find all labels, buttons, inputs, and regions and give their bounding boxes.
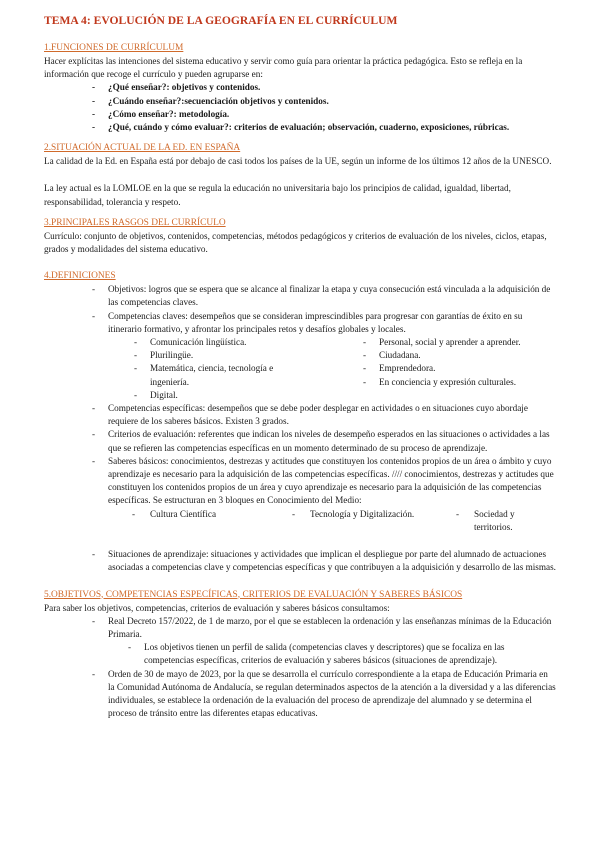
list-item: - ¿Qué enseñar?: objetivos y contenidos. [44, 81, 556, 94]
list-item [44, 310, 556, 402]
list-item: - Ciudadana. [361, 349, 556, 362]
section-5-heading: 5.OBJETIVOS, COMPETENCIAS ESPECÍFICAS, CRITERIOS DE EVALUACIÓN Y SABERES BÁSICOS [44, 589, 463, 600]
page-title: TEMA 4: EVOLUCIÓN DE LA GEOGRAFÍA EN EL CURRÍCULUM [44, 14, 398, 27]
list-item [44, 615, 556, 668]
saberes-text: Saberes básicos: conocimientos, destrezas y actitudes que constituyen los contenidos propios de un área o ámbito y cuyo aprendizaje es necesario para la adquisición de las competencias específicas. //// conocimientos, destrezas y actitudes que constituyen los contenidos propios de un área y cuyo aprendizaje es necesario para la adquisición de las competencias específicas. Se estructuran en 3 bloques en Conocimiento del Medio: [108, 455, 554, 506]
section-1-intro: Hacer explícitas las intenciones del sistema educativo y servir como guía para orientar la práctica pedagógica. Esto se refleja en la información que recoge el currículo y pueden agruparse en: [44, 56, 523, 80]
section-2-paragraph-2: La ley actual es la LOMLOE en la que se regula la educación no universitaria bajo los principios de calidad, igualdad, libertad, responsabilidad, tolerancia y respeto. [44, 183, 511, 207]
list-item: - ¿Qué, cuándo y cómo evaluar?: criterios de evaluación; observación, cuaderno, exposiciones, rúbricas. [44, 121, 556, 134]
section-4-heading: 4.DEFINICIONES [44, 271, 116, 282]
real-decreto-sublist [108, 641, 556, 667]
list-item: - ¿Cuándo enseñar?:secuenciación objetivos y contenidos. [44, 95, 556, 108]
list-item: - Situaciones de aprendizaje: situaciones y actividades que implican el despliegue por parte del alumnado de actuaciones asociadas a competencias clave y competencias específicas y que contribuyen a la adquisición y desarrollo de las mismas. [44, 548, 556, 574]
list-item [44, 455, 556, 548]
list-item: - Cultura Científica [132, 508, 278, 534]
document-page [44, 14, 556, 720]
section-2-paragraph-1: La calidad de la Ed. en España está por debajo de casi todos los países de la UE, según un informe de los últimos 12 años de la UNESCO. [44, 156, 552, 167]
list-item: - Plurilingüe. [132, 349, 327, 362]
list-item: - Criterios de evaluación: referentes que indican los niveles de desempeño esperados en las situaciones o actividades a las que se refieren las competencias específicas en un momento determinado de su proceso de aprendizaje. [44, 428, 556, 454]
competencias-claves-text: Competencias claves: desempeños que se consideran imprescindibles para progresar con garantías de éxito en su itinerario formativo, y afrontar los principales retos y desafíos globales y locales. [108, 310, 523, 334]
section-3-heading: 3.PRINCIPALES RASGOS DEL CURRÍCULO [44, 217, 226, 228]
section-3-paragraph: Currículo: conjunto de objetivos, contenidos, competencias, métodos pedagógicos y criterios de evaluación de los niveles, ciclos, etapas, grados y modalidades del sistema educativo. [44, 230, 547, 255]
list-item: - En conciencia y expresión culturales. [361, 376, 556, 389]
list-item: - Orden de 30 de mayo de 2023, por la que se desarrolla el currículo correspondiente a la etapa de Educación Primaria en la Comunidad Autónoma de Andalucía, se regulan determinados aspectos de la atención a la diversidad y a las diferencias individuales, se establece la ordenación de la evaluación del proceso de aprendizaje del alumnado y se determina el proceso de tránsito entre las diferentes etapas educativas. [44, 668, 556, 721]
section-4-list [44, 283, 556, 574]
list-item: - Emprendedora. [361, 362, 556, 375]
section-5-list [44, 615, 556, 721]
list-item: - Objetivos: logros que se espera que se alcance al finalizar la etapa y cuya consecución está vinculada a la adquisición de las competencias claves. [44, 283, 556, 309]
competencias-left [108, 336, 327, 402]
list-item: - Digital. [132, 389, 327, 402]
list-item: - ¿Cómo enseñar?: metodología. [44, 108, 556, 121]
section-1-list [44, 81, 556, 134]
list-item: - Comunicación lingüística. [132, 336, 327, 349]
list-item: - Competencias específicas: desempeños que se debe poder desplegar en actividades o en situaciones cuyo abordaje requiere de los saberes básicos. Existen 3 grados. [44, 402, 556, 428]
saberes-bloques [108, 508, 556, 534]
list-item: - Los objetivos tienen un perfil de salida (competencias claves y descriptores) que se focaliza en las competencias específicas, criterios de evaluación y saberes básicos (situaciones de aprendizaje). [126, 641, 556, 667]
real-decreto-text: Real Decreto 157/2022, de 1 de marzo, por el que se establecen la ordenación y las enseñanzas mínimas de la Educación Primaria. [108, 615, 552, 639]
list-item: - Matemática, ciencia, tecnología e ingeniería. [132, 362, 298, 388]
list-item: - Tecnología y Digitalización. [292, 508, 420, 534]
section-1-heading: 1.FUNCIONES DE CURRÍCULUM [44, 43, 184, 53]
section-2-heading: 2.SITUACIÓN ACTUAL DE LA ED. EN ESPAÑA [44, 143, 241, 154]
section-5-intro: Para saber los objetivos, competencias, criterios de evaluación y saberes básicos consultamos: [44, 602, 390, 613]
competencias-right [327, 336, 556, 402]
list-item: - Personal, social y aprender a aprender. [361, 336, 556, 349]
list-item: - Sociedad y territorios. [456, 508, 534, 534]
competencias-claves-columns [108, 336, 556, 402]
